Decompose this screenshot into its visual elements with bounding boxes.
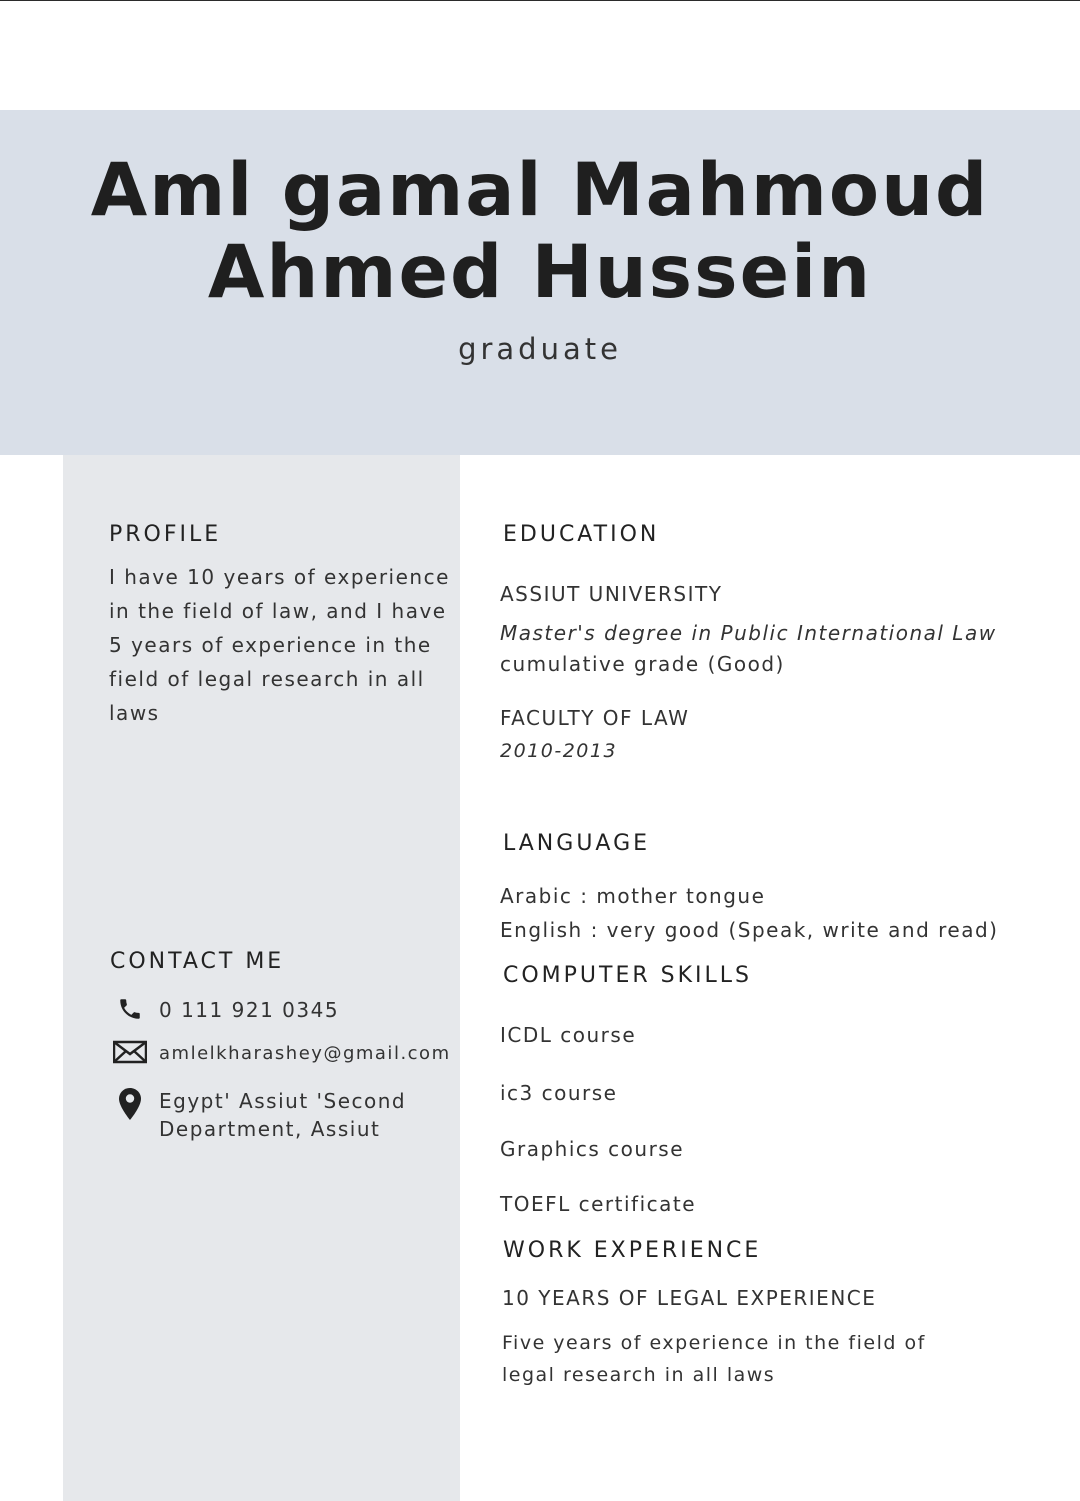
job-subtitle: graduate	[458, 332, 622, 366]
header-banner	[0, 110, 1080, 455]
education-faculty: FACULTY OF LAW	[500, 706, 690, 730]
education-degree: Master's degree in Public International Law	[500, 621, 997, 645]
education-grade: cumulative grade (Good)	[500, 652, 785, 676]
education-years: 2010-2013	[500, 740, 618, 762]
phone-number: 0 111 921 0345	[159, 998, 340, 1022]
skill-item: ic3 course	[500, 1081, 618, 1105]
name-line-2: Ahmed Hussein	[207, 230, 873, 315]
education-heading: EDUCATION	[503, 522, 660, 547]
phone-icon	[110, 996, 150, 1026]
work-description-line-1: Five years of experience in the field of	[502, 1332, 926, 1354]
language-item: Arabic : mother tongue	[500, 884, 766, 908]
profile-heading: PROFILE	[109, 522, 222, 547]
top-border-line	[0, 0, 1080, 1]
education-school: ASSIUT UNIVERSITY	[500, 582, 723, 606]
profile-text: I have 10 years of experience in the field of law, and I have 5 years of experience in the field of legal research in all laws	[109, 565, 450, 725]
name-line-1: Aml gamal Mahmoud	[90, 148, 990, 233]
contact-phone-row	[110, 996, 339, 1026]
address-line-2: Department, Assiut	[159, 1117, 381, 1141]
skills-heading: COMPUTER SKILLS	[503, 963, 753, 988]
work-description-line-2: legal research in all laws	[502, 1364, 776, 1386]
location-pin-icon	[110, 1087, 150, 1121]
contact-address-row	[110, 1087, 406, 1143]
language-heading: LANGUAGE	[503, 831, 651, 856]
language-item: English : very good (Speak, write and read)	[500, 918, 999, 942]
address-line-1: Egypt' Assiut 'Second	[159, 1089, 407, 1113]
email-address: amlelkharashey@gmail.com	[159, 1043, 451, 1064]
skill-item: Graphics course	[500, 1137, 685, 1161]
mail-icon	[110, 1040, 150, 1070]
full-name	[0, 150, 1080, 314]
skill-item: TOEFL certificate	[500, 1192, 697, 1216]
contact-email-row	[110, 1040, 451, 1070]
contact-heading: CONTACT ME	[110, 949, 285, 974]
skill-item: ICDL course	[500, 1023, 637, 1047]
work-title: 10 YEARS OF LEGAL EXPERIENCE	[502, 1286, 877, 1310]
work-heading: WORK EXPERIENCE	[503, 1238, 762, 1263]
address	[159, 1087, 406, 1143]
